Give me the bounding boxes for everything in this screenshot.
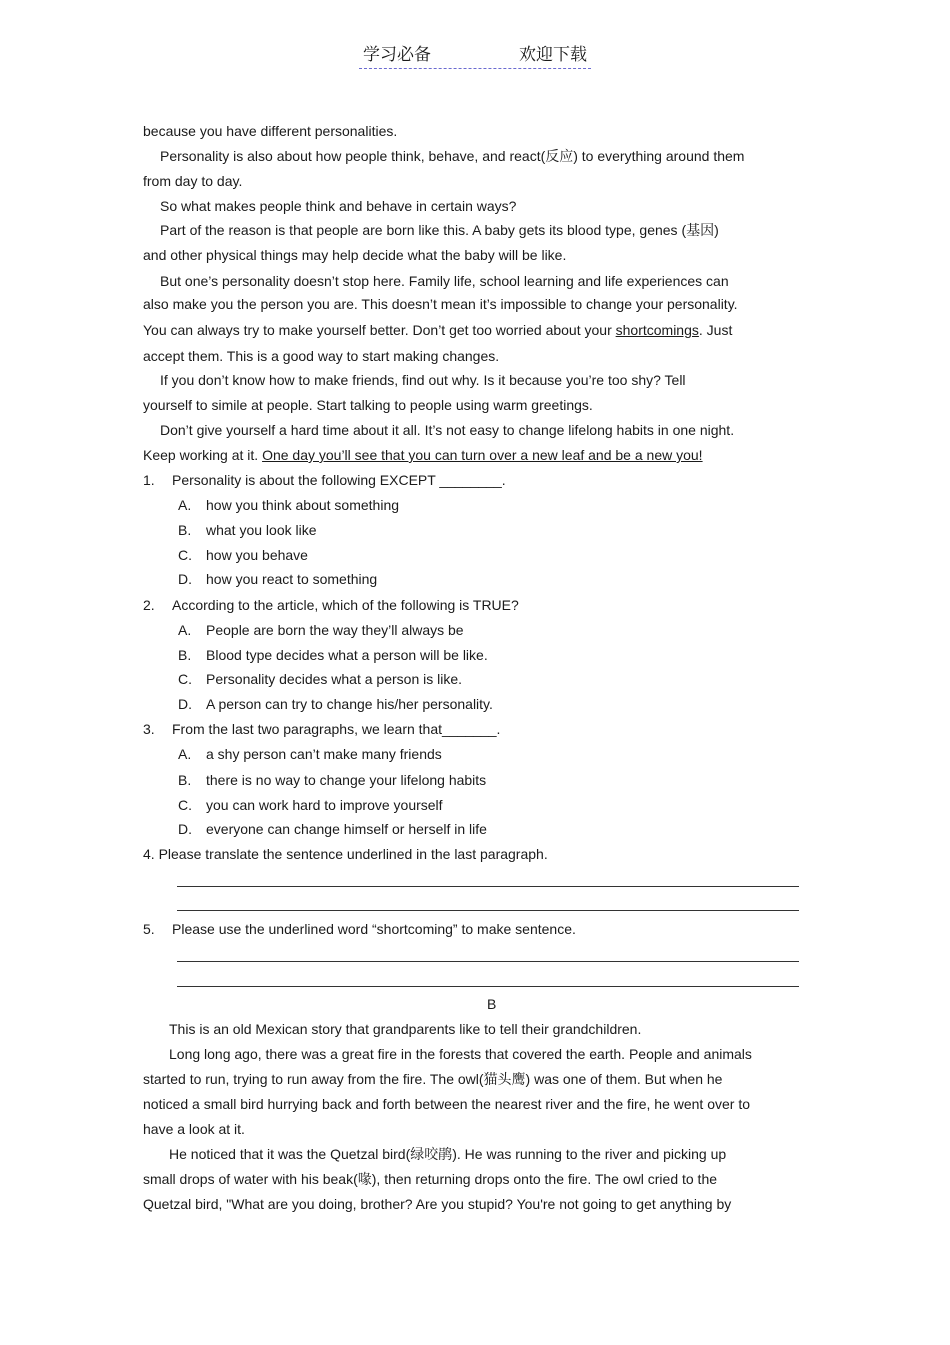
passage-line: also make you the person you are. This doesn’t mean it’s impossible to change your personality.	[143, 296, 738, 312]
question-number: 2.	[143, 597, 155, 613]
option-letter: B.	[178, 647, 192, 663]
option-letter: C.	[178, 547, 192, 563]
question-1	[143, 471, 506, 489]
option-letter: B.	[178, 772, 192, 788]
header-left-text: 学习必备	[363, 45, 431, 65]
section-b-title: B	[487, 996, 497, 1012]
option-text: what you look like	[206, 522, 317, 538]
option-text: a shy person can’t make many friends	[206, 746, 442, 762]
passage-line: Personality is also about how people think, behave, and react(反应) to everything around them	[160, 148, 745, 164]
passage-text: You can always try to make yourself better. Don’t get too worried about your	[143, 322, 616, 338]
option-item	[178, 820, 487, 838]
passage-line: Don’t give yourself a hard time about it all. It’s not easy to change lifelong habits in one night.	[160, 422, 735, 438]
underlined-sentence: One day you’ll see that you can turn over a new leaf and be a new you!	[262, 447, 703, 463]
question-3	[143, 720, 500, 738]
question-4: 4. Please translate the sentence underlined in the last paragraph.	[143, 846, 548, 862]
option-item	[178, 670, 462, 688]
answer-line	[177, 910, 799, 911]
option-letter: C.	[178, 797, 192, 813]
passage-line: He noticed that it was the Quetzal bird(绿咬鹃). He was running to the river and picking up	[169, 1146, 727, 1162]
passage-line: from day to day.	[143, 173, 243, 189]
option-item	[178, 546, 308, 564]
option-text: Personality decides what a person is like.	[206, 671, 463, 687]
passage-line: Part of the reason is that people are born like this. A baby gets its blood type, genes (基因)	[160, 222, 719, 238]
option-text: A person can try to change his/her personality.	[206, 696, 493, 712]
option-letter: D.	[178, 571, 192, 587]
question-text: Please use the underlined word “shortcoming” to make sentence.	[172, 921, 576, 937]
option-letter: B.	[178, 522, 192, 538]
passage-line: Quetzal bird, "What are you doing, brother? Are you stupid? You're not going to get anything by	[143, 1196, 732, 1212]
passage-line: small drops of water with his beak(喙), then returning drops onto the fire. The owl cried to the	[143, 1171, 718, 1187]
option-item	[178, 646, 488, 664]
option-text: Blood type decides what a person will be like.	[206, 647, 488, 663]
answer-line	[177, 886, 799, 887]
passage-line: and other physical things may help decide what the baby will be like.	[143, 247, 567, 263]
passage-line: have a look at it.	[143, 1121, 245, 1137]
option-item	[178, 496, 399, 514]
passage-line: If you don’t know how to make friends, find out why. Is it because you’re too shy? Tell	[160, 372, 686, 388]
option-item	[178, 621, 464, 639]
passage-text: Keep working at it.	[143, 447, 263, 463]
option-item	[178, 695, 493, 713]
passage-line: But one’s personality doesn’t stop here. Family life, school learning and life experiences can	[160, 273, 729, 289]
option-text: you can work hard to improve yourself	[206, 797, 443, 813]
option-item	[178, 745, 442, 763]
question-5	[143, 920, 576, 938]
passage-line	[143, 446, 703, 464]
question-number: 3.	[143, 721, 155, 737]
option-item	[178, 521, 317, 539]
option-text: everyone can change himself or herself in life	[206, 821, 487, 837]
passage-text: . Just	[698, 322, 733, 338]
passage-line: So what makes people think and behave in certain ways?	[160, 198, 517, 214]
question-text: According to the article, which of the following is TRUE?	[172, 597, 519, 613]
passage-line: started to run, trying to run away from the fire. The owl(猫头鹰) was one of them. But when he	[143, 1071, 723, 1087]
passage-line: Long long ago, there was a great fire in the forests that covered the earth. People and animals	[169, 1046, 752, 1062]
option-item	[178, 796, 443, 814]
question-number: 1.	[143, 472, 155, 488]
answer-line	[177, 986, 799, 987]
option-letter: D.	[178, 821, 192, 837]
answer-line	[177, 961, 799, 962]
option-item	[178, 570, 377, 588]
option-letter: D.	[178, 696, 192, 712]
option-text: People are born the way they’ll always be	[206, 622, 464, 638]
question-2	[143, 596, 519, 614]
underlined-word: shortcomings	[615, 322, 699, 338]
option-letter: C.	[178, 671, 192, 687]
question-text: Personality is about the following EXCEPT ________.	[172, 472, 506, 488]
question-text: From the last two paragraphs, we learn that_______.	[172, 721, 501, 737]
option-item	[178, 771, 486, 789]
option-letter: A.	[178, 622, 192, 638]
passage-line: accept them. This is a good way to start making changes.	[143, 348, 500, 364]
passage-line: This is an old Mexican story that grandparents like to tell their grandchildren.	[169, 1021, 642, 1037]
option-text: how you behave	[206, 547, 308, 563]
passage-line	[143, 321, 732, 339]
header-banner	[359, 40, 591, 69]
option-letter: A.	[178, 497, 192, 513]
header-right-text: 欢迎下载	[519, 45, 587, 65]
page-header	[0, 40, 950, 69]
option-text: there is no way to change your lifelong habits	[206, 772, 487, 788]
passage-line: noticed a small bird hurrying back and forth between the nearest river and the fire, he went over to	[143, 1096, 751, 1112]
passage-line: because you have different personalities.	[143, 123, 398, 139]
question-number: 5.	[143, 921, 155, 937]
option-text: how you react to something	[206, 571, 378, 587]
passage-line: yourself to simile at people. Start talking to people using warm greetings.	[143, 397, 593, 413]
option-text: how you think about something	[206, 497, 400, 513]
option-letter: A.	[178, 746, 192, 762]
